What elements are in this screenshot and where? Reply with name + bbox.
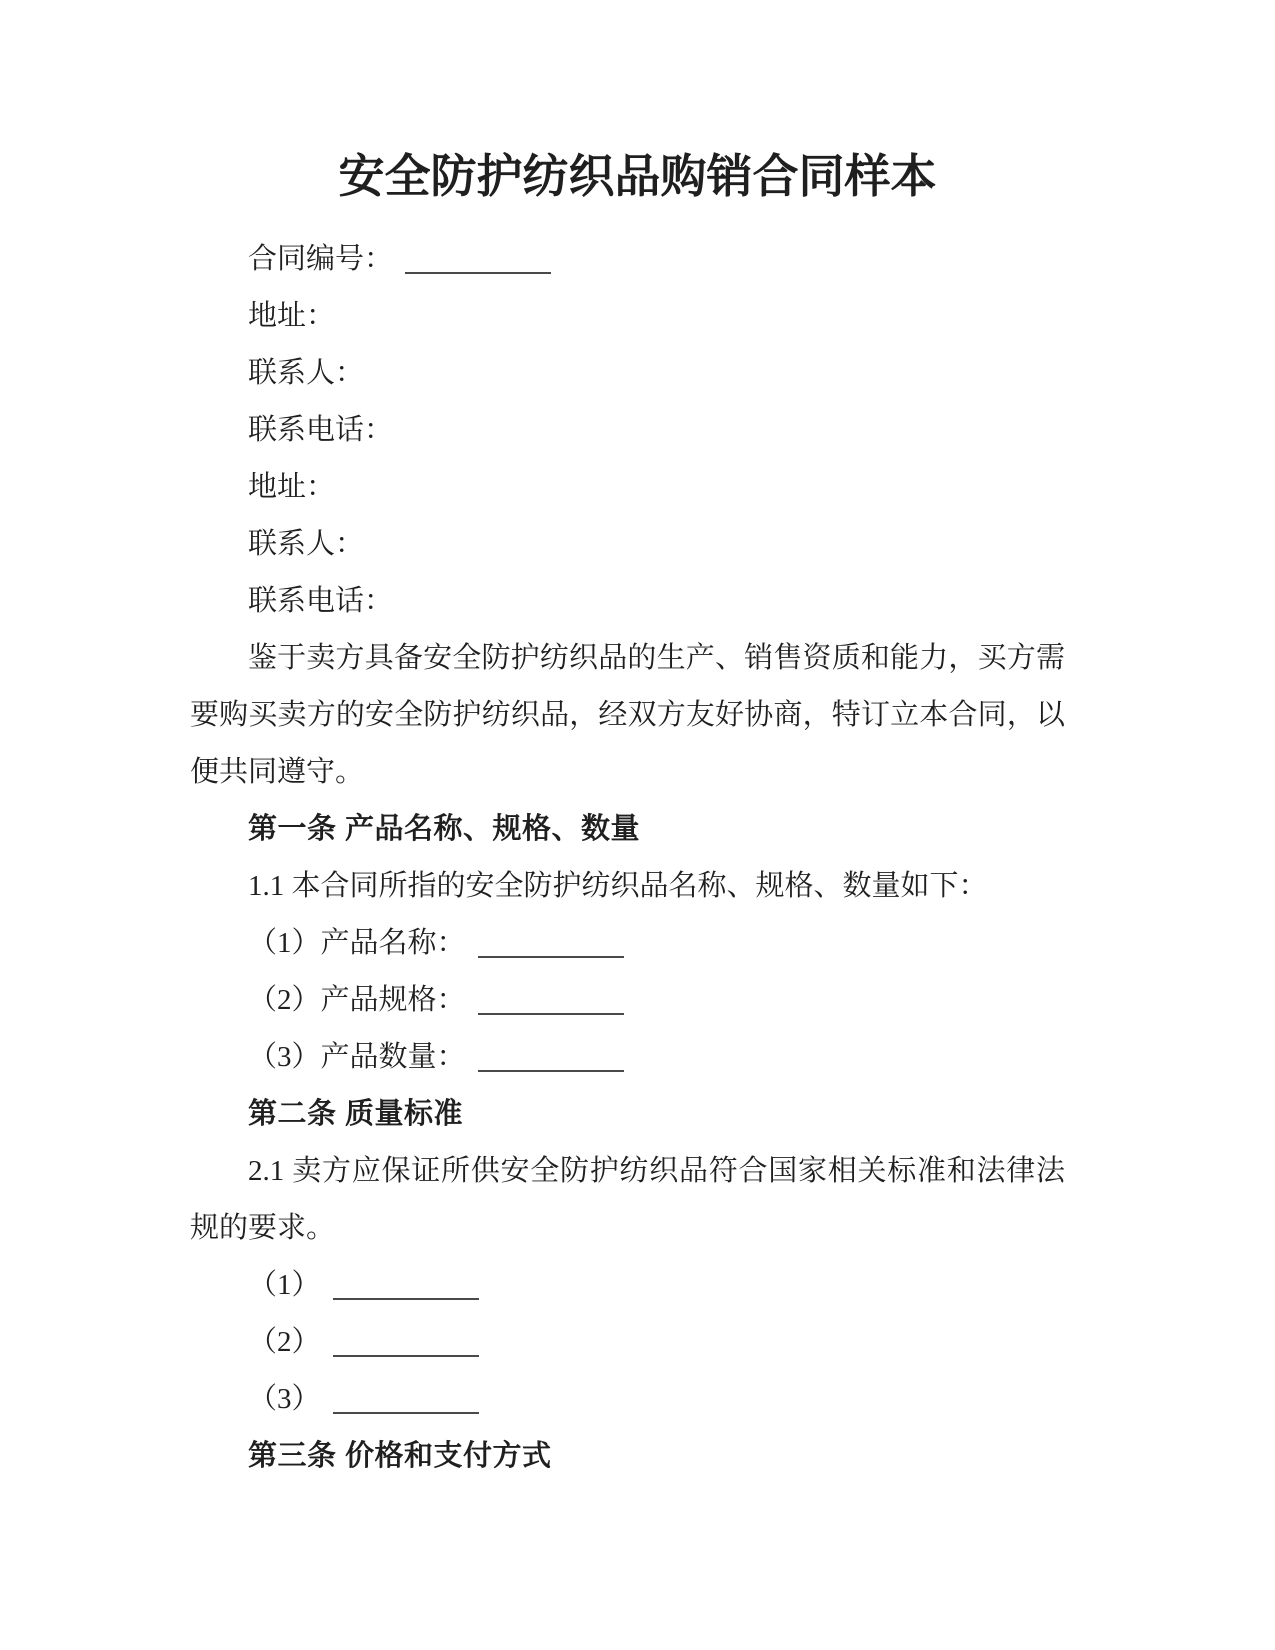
quality-item-blank-3: [333, 1382, 479, 1414]
product-spec-line: [190, 972, 1065, 1029]
contact-phone-line-1: [190, 402, 1065, 459]
product-quantity-line: [190, 1029, 1065, 1086]
product-spec-label: （2）产品规格：: [248, 984, 466, 1016]
document-body: [190, 231, 1065, 1485]
preamble-paragraph: 鉴于卖方具备安全防护纺织品的生产、销售资质和能力，买方需要购买卖方的安全防护纺织品，经双方友好协商，特订立本合同，以便共同遵守。: [190, 642, 1065, 788]
clause-2-1: 2.1 卖方应保证所供安全防护纺织品符合国家相关标准和法律法规的要求。: [190, 1155, 1065, 1244]
address-line-1: [190, 288, 1065, 345]
contact-person-label-1: 联系人：: [248, 357, 365, 389]
contact-person-line-2: [190, 516, 1065, 573]
product-name-line: [190, 915, 1065, 972]
address-label-2: 地址：: [248, 471, 336, 503]
quality-item-label-3: （3）: [248, 1383, 321, 1415]
product-spec-blank: [478, 983, 624, 1015]
product-name-label: （1）产品名称：: [248, 927, 466, 959]
quality-item-line-2: [190, 1314, 1065, 1371]
contract-number-line: [190, 231, 1065, 288]
contact-phone-label-2: 联系电话：: [248, 585, 394, 617]
contact-phone-label-1: 联系电话：: [248, 414, 394, 446]
address-label-1: 地址：: [248, 300, 336, 332]
contract-number-label: 合同编号：: [248, 243, 394, 275]
quality-item-label-1: （1）: [248, 1269, 321, 1301]
clause-1-1: 1.1 本合同所指的安全防护纺织品名称、规格、数量如下：: [248, 870, 988, 902]
contact-person-label-2: 联系人：: [248, 528, 365, 560]
quality-item-line-1: [190, 1257, 1065, 1314]
quality-item-blank-1: [333, 1268, 479, 1300]
address-line-2: [190, 459, 1065, 516]
contact-phone-line-2: [190, 573, 1065, 630]
section-3-heading: 第三条 价格和支付方式: [248, 1440, 552, 1472]
quality-item-label-2: （2）: [248, 1326, 321, 1358]
contact-person-line-1: [190, 345, 1065, 402]
product-quantity-label: （3）产品数量：: [248, 1041, 466, 1073]
quality-item-line-3: [190, 1371, 1065, 1428]
document-title: 安全防护纺织品购销合同样本: [338, 151, 937, 202]
section-2-heading: 第二条 质量标准: [248, 1098, 464, 1130]
section-1-heading: 第一条 产品名称、规格、数量: [248, 813, 641, 845]
contract-number-blank: [405, 242, 551, 274]
quality-item-blank-2: [333, 1325, 479, 1357]
product-quantity-blank: [478, 1040, 624, 1072]
product-name-blank: [478, 926, 624, 958]
